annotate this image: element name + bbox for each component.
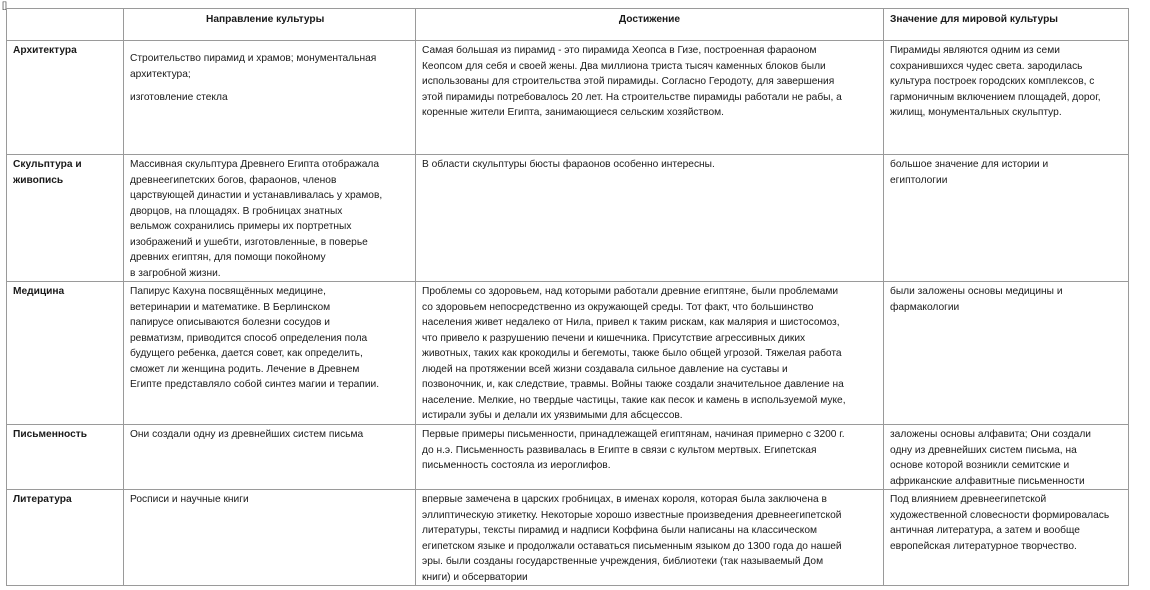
- cell-line: со здоровьем непосредственно из окружающей среды. Тот факт, что большинство: [422, 301, 814, 313]
- header-significance: Значение для мировой культуры: [884, 9, 1129, 41]
- cell-line: изготовление стекла: [130, 92, 228, 103]
- significance-cell: [884, 490, 1129, 586]
- header-achievement: Достижение: [416, 9, 884, 41]
- row-title: [7, 41, 124, 155]
- cell-line: фармакологии: [890, 301, 960, 313]
- row-title: [7, 282, 124, 425]
- table-row: [7, 41, 1129, 155]
- significance-cell: [884, 282, 1129, 425]
- cell-line: европейская литературное творчество.: [890, 540, 1077, 552]
- cell-line: вельмож сохранились примеры их портретных: [130, 221, 352, 232]
- cell-line: истирали зубы и делали их уязвимыми для абсцессов.: [422, 410, 683, 421]
- cell-line: Они создали одну из древнейших систем письма: [130, 429, 364, 440]
- cell-line: архитектура;: [130, 68, 191, 80]
- achievement-cell: [416, 41, 884, 155]
- cell-line: Росписи и научные книги: [130, 494, 249, 505]
- cell-line: были заложены основы медицины и: [890, 286, 1063, 297]
- cell-line: большое значение для истории и: [890, 159, 1049, 170]
- cell-line: письменность состояла из иероглифов.: [422, 460, 611, 471]
- cell-line: заложены основы алфавита; Они создали: [890, 429, 1091, 440]
- cell-line: царствующей династии и устанавливалась у храмов,: [130, 190, 383, 201]
- row-title: [7, 425, 124, 490]
- cell-line: художественной словесности формировалась: [890, 509, 1110, 521]
- cell-line: коренные жители Египта, занимающиеся сельским хозяйством.: [422, 107, 724, 118]
- significance-cell: [884, 155, 1129, 282]
- cell-line: литературы, тексты пирамид и надписи Коффина были написаны на классическом: [422, 525, 817, 536]
- direction-cell: [124, 41, 416, 155]
- cell-line: в загробной жизни.: [130, 267, 221, 279]
- cell-line: Массивная скульптура Древнего Египта отображала: [130, 159, 380, 170]
- achievement-cell: [416, 155, 884, 282]
- cell-line: древнеегипетских богов, фараонов, членов: [130, 174, 337, 186]
- cell-line: Проблемы со здоровьем, над которыми работали древние египтяне, были проблемами: [422, 286, 839, 297]
- cell-line: египтологии: [890, 174, 948, 186]
- culture-table: [6, 8, 1129, 586]
- cell-line: культура построек городских комплексов, с: [890, 76, 1095, 87]
- table-row: [7, 155, 1129, 282]
- cell-line: изображений и ушебти, изготовленные, в поверье: [130, 236, 368, 248]
- row-title-line: Медицина: [13, 286, 65, 297]
- cell-line: В области скульптуры бюсты фараонов особенно интересны.: [422, 159, 715, 170]
- corner-mark: []: [2, 0, 8, 10]
- cell-line: населения живет недалеко от Нила, привел к таким рискам, как малярия и шистосомоз,: [422, 317, 840, 328]
- cell-line: Самая большая из пирамид - это пирамида Хеопса в Гизе, построенная фараоном: [422, 45, 817, 56]
- row-title-line: живопись: [13, 174, 64, 186]
- achievement-cell: [416, 490, 884, 586]
- cell-line: что привело к разрушению печени и кишечника. Присутствие агрессивных диких: [422, 332, 806, 344]
- cell-line: впервые замечена в царских гробницах, в именах короля, которая была заключена в: [422, 494, 827, 505]
- cell-line: древних египтян, для помощи покойному: [130, 252, 326, 263]
- table-row: [7, 282, 1129, 425]
- direction-cell: [124, 490, 416, 586]
- cell-line: Кеопсом для себя и своей жены. Два миллиона триста тысяч каменных блоков были: [422, 60, 826, 72]
- achievement-cell: [416, 282, 884, 425]
- direction-cell: [124, 282, 416, 425]
- cell-line: египетском языке и продолжали оставаться письменным языком до 1300 года до нашей: [422, 540, 842, 552]
- cell-line: Египте представляло собой синтез магии и терапии.: [130, 379, 380, 390]
- achievement-cell: [416, 425, 884, 490]
- cell-line: до н.э. Письменность развивалась в Египте в связи с культом мертвых. Египетская: [422, 444, 817, 456]
- cell-line: эллиптическую этикетку. Некоторые хорошо известные произведения древнеегипетской: [422, 509, 842, 521]
- cell-line: эры. были созданы государственные учреждения, библиотеки (так называемый Дом: [422, 556, 824, 567]
- row-title-line: Литература: [13, 494, 72, 505]
- significance-cell: [884, 41, 1129, 155]
- row-title-line: Архитектура: [13, 45, 77, 56]
- row-title: [7, 155, 124, 282]
- cell-line: Под влиянием древнеегипетской: [890, 494, 1047, 505]
- cell-line: позвоночник, и, как следствие, травмы. Войны также создали значительное давление на: [422, 379, 844, 390]
- cell-line: Первые примеры письменности, принадлежащей египтянам, начиная примерно с 3200 г.: [422, 429, 845, 440]
- row-title-line: Письменность: [13, 429, 88, 440]
- cell-line: Папирус Кахуна посвящённых медицине,: [130, 286, 326, 297]
- cell-line: [130, 82, 409, 90]
- cell-line: дворцов, на площадях. В гробницах знатных: [130, 205, 343, 217]
- row-title: [7, 490, 124, 586]
- cell-line: использованы для строительства этой пирамиды. Согласно Геродоту, для завершения: [422, 76, 835, 87]
- cell-line: Пирамиды являются одним из семи: [890, 45, 1060, 56]
- cell-line: африканские алфавитные письменности: [890, 475, 1085, 487]
- cell-line: ветеринарии и математике. В Берлинском: [130, 301, 331, 313]
- header-direction: Направление культуры: [124, 9, 416, 41]
- cell-line: население. Мелкие, но твердые частицы, такие как песок и камень в используемой муке,: [422, 394, 846, 406]
- cell-line: ревматизм, приводится способ определения пола: [130, 332, 368, 344]
- cell-line: Строительство пирамид и храмов; монументальная: [130, 53, 377, 64]
- direction-cell: [124, 425, 416, 490]
- cell-line: папирусе описываются болезни сосудов и: [130, 317, 330, 328]
- cell-line: книги) и обсерватории: [422, 571, 528, 583]
- cell-line: животных, таких как крокодилы и бегемоты, также было общей угрозой. Тяжелая работа: [422, 348, 842, 359]
- cell-line: сохранившихся чудес света. зародилась: [890, 60, 1083, 72]
- cell-line: античная литература, а затем и вообще: [890, 525, 1080, 536]
- cell-line: этой пирамиды потребовалось 20 лет. На строительстве пирамиды работали не рабы, а: [422, 91, 842, 103]
- header-row: [7, 9, 1129, 41]
- cell-line: гармоничным включением площадей, дорог,: [890, 91, 1101, 103]
- cell-line: людей на протяжении всей жизни создавала сильное давление на суставы и: [422, 363, 788, 375]
- cell-line: одну из древнейших систем письма, на: [890, 444, 1077, 456]
- cell-line: основе которой возникли семитские и: [890, 460, 1070, 471]
- cell-line: будущего ребенка, дается совет, как определить,: [130, 348, 363, 359]
- significance-cell: [884, 425, 1129, 490]
- direction-cell: [124, 155, 416, 282]
- cell-line: сможет ли женщина родить. Лечение в Древнем: [130, 363, 360, 375]
- table-row: [7, 425, 1129, 490]
- table-row: [7, 490, 1129, 586]
- header-empty: [7, 9, 124, 41]
- row-title-line: Скульптура и: [13, 159, 82, 170]
- cell-line: жилищ, монументальных скульптур.: [890, 107, 1062, 118]
